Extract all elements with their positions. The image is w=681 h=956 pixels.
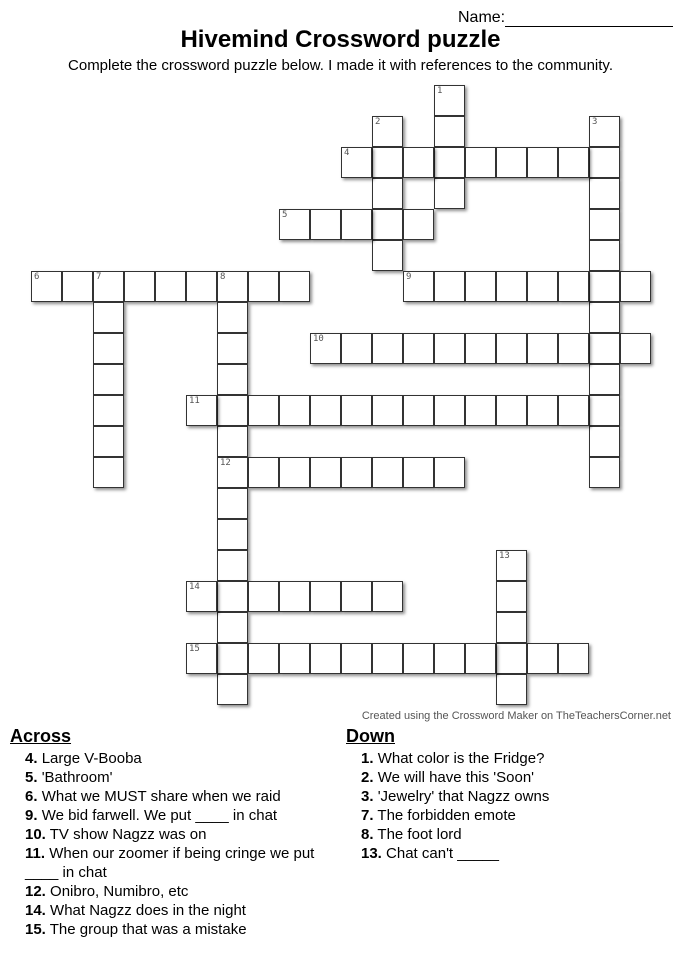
grid-cell[interactable] — [341, 333, 372, 364]
clue-item-number: 9. — [25, 807, 38, 824]
grid-cell[interactable] — [403, 395, 434, 426]
clue-item — [10, 749, 340, 768]
clue-item-text: 'Bathroom' — [41, 769, 113, 786]
grid-cell[interactable] — [496, 395, 527, 426]
grid-cell[interactable] — [434, 271, 465, 302]
clue-item — [10, 768, 340, 787]
grid-cell[interactable] — [217, 612, 248, 643]
grid-cell[interactable] — [527, 271, 558, 302]
clue-item-number: 13. — [361, 845, 382, 862]
clue-item-text: The forbidden emote — [377, 807, 516, 824]
clue-number: 12 — [220, 458, 231, 468]
clue-number: 7 — [96, 272, 102, 282]
clue-item-text: What color is the Fridge? — [377, 750, 545, 767]
grid-cell[interactable] — [434, 395, 465, 426]
grid-cell[interactable] — [341, 581, 372, 612]
grid-cell[interactable] — [124, 271, 155, 302]
grid-cell[interactable] — [217, 488, 248, 519]
grid-cell[interactable] — [341, 643, 372, 674]
grid-cell[interactable] — [217, 364, 248, 395]
grid-cell[interactable] — [496, 147, 527, 178]
clue-item — [346, 768, 666, 787]
grid-cell[interactable] — [372, 643, 403, 674]
clue-number: 8 — [220, 272, 226, 282]
grid-cell[interactable] — [248, 395, 279, 426]
grid-cell[interactable] — [217, 581, 248, 612]
grid-cell[interactable] — [403, 643, 434, 674]
grid-cell[interactable] — [93, 364, 124, 395]
grid-cell[interactable] — [434, 178, 465, 209]
grid-cell[interactable] — [310, 643, 341, 674]
grid-cell[interactable] — [186, 395, 217, 426]
clue-number: 10 — [313, 334, 324, 344]
clue-number: 2 — [375, 117, 381, 127]
clue-item-text: What we MUST share when we raid — [41, 788, 281, 805]
grid-cell[interactable] — [279, 209, 310, 240]
grid-cell[interactable] — [434, 643, 465, 674]
down-heading: Down — [346, 726, 395, 746]
grid-cell[interactable] — [558, 395, 589, 426]
clue-number: 13 — [499, 551, 510, 561]
grid-cell[interactable] — [310, 333, 341, 364]
grid-cell[interactable] — [217, 643, 248, 674]
grid-cell[interactable] — [496, 550, 527, 581]
grid-cell[interactable] — [403, 271, 434, 302]
grid-cell[interactable] — [496, 581, 527, 612]
grid-cell[interactable] — [93, 302, 124, 333]
down-clue-list — [346, 749, 666, 863]
clue-item-text: TV show Nagzz was on — [49, 826, 207, 843]
clue-number: 6 — [34, 272, 40, 282]
clue-item — [10, 901, 340, 920]
clue-item-number: 4. — [25, 750, 38, 767]
clue-item-text: The group that was a mistake — [49, 921, 247, 938]
grid-cell[interactable] — [620, 271, 651, 302]
clue-item-number: 8. — [361, 826, 374, 843]
grid-cell[interactable] — [372, 147, 403, 178]
grid-cell[interactable] — [403, 457, 434, 488]
clue-item-number: 11. — [25, 845, 46, 862]
grid-cell[interactable] — [341, 209, 372, 240]
grid-cell[interactable] — [372, 116, 403, 147]
clue-number: 15 — [189, 644, 200, 654]
grid-cell[interactable] — [372, 333, 403, 364]
grid-cell[interactable] — [589, 457, 620, 488]
grid-cell[interactable] — [310, 457, 341, 488]
grid-cell[interactable] — [372, 581, 403, 612]
grid-cell[interactable] — [155, 271, 186, 302]
clue-item-number: 3. — [361, 788, 374, 805]
grid-cell[interactable] — [465, 147, 496, 178]
grid-cell[interactable] — [93, 271, 124, 302]
clue-item-number: 15. — [25, 921, 46, 938]
across-heading: Across — [10, 726, 72, 746]
grid-cell[interactable] — [279, 457, 310, 488]
clue-number: 1 — [437, 86, 443, 96]
grid-cell[interactable] — [558, 643, 589, 674]
grid-cell[interactable] — [434, 116, 465, 147]
grid-cell[interactable] — [217, 457, 248, 488]
clue-item — [346, 787, 666, 806]
grid-cell[interactable] — [434, 457, 465, 488]
grid-cell[interactable] — [310, 581, 341, 612]
grid-cell[interactable] — [341, 395, 372, 426]
grid-cell[interactable] — [217, 395, 248, 426]
grid-cell[interactable] — [589, 147, 620, 178]
grid-cell[interactable] — [527, 643, 558, 674]
grid-cell[interactable] — [248, 457, 279, 488]
grid-cell[interactable] — [217, 333, 248, 364]
grid-cell[interactable] — [217, 519, 248, 550]
clue-number: 11 — [189, 396, 200, 406]
grid-cell[interactable] — [589, 116, 620, 147]
clue-item-number: 14. — [25, 902, 46, 919]
clue-item — [346, 825, 666, 844]
clue-item-text: When our zoomer if being cringe we put ____ in chat — [25, 845, 315, 881]
grid-cell[interactable] — [372, 395, 403, 426]
clue-item-number: 1. — [361, 750, 374, 767]
grid-cell[interactable] — [279, 643, 310, 674]
grid-cell[interactable] — [93, 395, 124, 426]
page-subtitle: Complete the crossword puzzle below. I made it with references to the community. — [68, 57, 613, 74]
clue-item — [346, 806, 666, 825]
grid-cell[interactable] — [248, 271, 279, 302]
grid-cell[interactable] — [310, 395, 341, 426]
clue-item — [10, 825, 340, 844]
clue-number: 14 — [189, 582, 200, 592]
grid-cell[interactable] — [589, 240, 620, 271]
grid-cell[interactable] — [31, 271, 62, 302]
clue-item-text: Chat can't _____ — [386, 845, 499, 862]
grid-cell[interactable] — [527, 147, 558, 178]
clue-item-text: The foot lord — [377, 826, 462, 843]
across-clue-list — [10, 749, 340, 939]
clue-item-text: We bid farwell. We put ____ in chat — [41, 807, 278, 824]
clue-item — [346, 844, 666, 863]
grid-cell[interactable] — [589, 426, 620, 457]
grid-cell[interactable] — [465, 271, 496, 302]
grid-cell[interactable] — [496, 333, 527, 364]
clue-item — [346, 749, 666, 768]
grid-cell[interactable] — [186, 643, 217, 674]
grid-cell[interactable] — [589, 364, 620, 395]
across-clues — [10, 726, 340, 939]
grid-cell[interactable] — [589, 271, 620, 302]
credit-text: Created using the Crossword Maker on TheTeachersCorner.net — [361, 710, 671, 722]
grid-cell[interactable] — [496, 643, 527, 674]
clue-number: 5 — [282, 210, 288, 220]
grid-cell[interactable] — [186, 271, 217, 302]
clue-item-number: 12. — [25, 883, 46, 900]
grid-cell[interactable] — [589, 178, 620, 209]
grid-cell[interactable] — [558, 147, 589, 178]
grid-cell[interactable] — [217, 302, 248, 333]
grid-cell[interactable] — [279, 395, 310, 426]
grid-cell[interactable] — [403, 147, 434, 178]
grid-cell[interactable] — [93, 333, 124, 364]
grid-cell[interactable] — [589, 395, 620, 426]
grid-cell[interactable] — [589, 302, 620, 333]
clue-item-text: Onibro, Numibro, etc — [50, 883, 189, 900]
grid-cell[interactable] — [93, 426, 124, 457]
grid-cell[interactable] — [217, 426, 248, 457]
grid-cell[interactable] — [589, 333, 620, 364]
grid-cell[interactable] — [434, 147, 465, 178]
grid-cell[interactable] — [434, 85, 465, 116]
grid-cell[interactable] — [248, 643, 279, 674]
page-title: Hivemind Crossword puzzle — [180, 26, 501, 53]
grid-cell[interactable] — [186, 581, 217, 612]
grid-cell[interactable] — [496, 271, 527, 302]
grid-cell[interactable] — [372, 178, 403, 209]
clue-item-text: Large V-Booba — [41, 750, 142, 767]
name-label: Name: — [458, 9, 506, 26]
grid-cell[interactable] — [589, 209, 620, 240]
grid-cell[interactable] — [465, 643, 496, 674]
grid-cell[interactable] — [248, 581, 279, 612]
clue-item — [10, 844, 340, 882]
clue-item-number: 6. — [25, 788, 38, 805]
clue-number: 9 — [406, 272, 412, 282]
grid-cell[interactable] — [341, 457, 372, 488]
grid-cell[interactable] — [217, 550, 248, 581]
grid-cell[interactable] — [279, 581, 310, 612]
grid-cell[interactable] — [310, 209, 341, 240]
grid-cell[interactable] — [465, 395, 496, 426]
clue-number: 3 — [592, 117, 598, 127]
grid-cell[interactable] — [620, 333, 651, 364]
clue-item-number: 2. — [361, 769, 374, 786]
grid-cell[interactable] — [558, 333, 589, 364]
clue-item — [10, 806, 340, 825]
clue-item-number: 10. — [25, 826, 46, 843]
clue-item-number: 7. — [361, 807, 374, 824]
clue-number: 4 — [344, 148, 350, 158]
clue-item-text: We will have this 'Soon' — [377, 769, 535, 786]
grid-cell[interactable] — [93, 457, 124, 488]
grid-cell[interactable] — [434, 333, 465, 364]
grid-cell[interactable] — [403, 209, 434, 240]
clue-item-text: What Nagzz does in the night — [50, 902, 246, 919]
down-clues — [346, 726, 666, 863]
grid-cell[interactable] — [403, 333, 434, 364]
grid-cell[interactable] — [527, 333, 558, 364]
grid-cell[interactable] — [341, 147, 372, 178]
grid-cell[interactable] — [217, 674, 248, 705]
grid-cell[interactable] — [62, 271, 93, 302]
grid-cell[interactable] — [465, 333, 496, 364]
grid-cell[interactable] — [279, 271, 310, 302]
grid-cell[interactable] — [372, 457, 403, 488]
clue-item-number: 5. — [25, 769, 38, 786]
clue-item-text: 'Jewelry' that Nagzz owns — [377, 788, 550, 805]
clue-item — [10, 882, 340, 901]
grid-cell[interactable] — [558, 271, 589, 302]
grid-cell[interactable] — [496, 674, 527, 705]
grid-cell[interactable] — [496, 612, 527, 643]
grid-cell[interactable] — [372, 240, 403, 271]
clue-item — [10, 787, 340, 806]
clue-item — [10, 920, 340, 939]
grid-cell[interactable] — [217, 271, 248, 302]
grid-cell[interactable] — [372, 209, 403, 240]
grid-cell[interactable] — [527, 395, 558, 426]
